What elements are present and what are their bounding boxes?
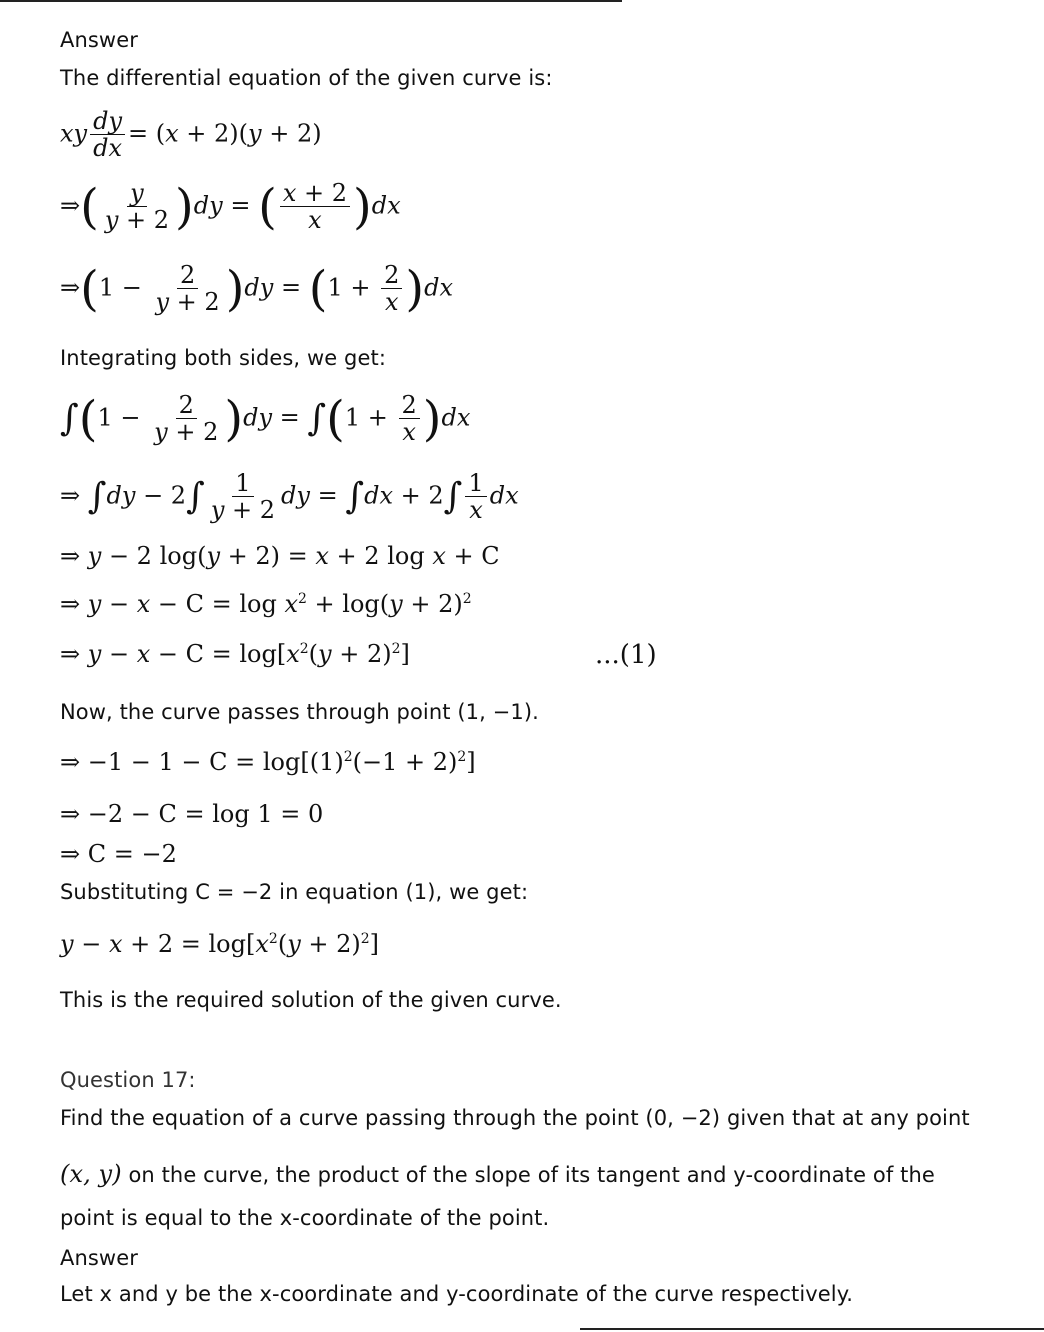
question-line-1: Find the equation of a curve passing through the point (0, −2) given that at any point: [60, 1106, 970, 1130]
answer-label-2: Answer: [60, 1246, 138, 1270]
equation-2: ⇒( $\frac{y}{y + 2}$ )dy = ( $\frac{x + 2}{x}$ )dx: [60, 178, 401, 235]
equation-9: ⇒ $-1 - 1 - C = \log[(1)^2(-1 + 2)^2]$: [60, 748, 476, 776]
final-equation: $y - x + 2 = \log[x^2(y + 2)^2]$: [60, 930, 380, 958]
equation-11: ⇒ C = −2: [60, 840, 177, 868]
question-line-3: point is equal to the x-coordinate of the point.: [60, 1206, 550, 1230]
answer-text-2: Let x and y be the x-coordinate and y-coordinate of the curve respectively.: [60, 1282, 854, 1306]
equation-5: ⇒ ∫dy − 2∫ $\frac{1}{y + 2}$ dy = ∫dx + 2∫ $\frac{1}{x}$ dx: [60, 469, 519, 525]
integrating-text: Integrating both sides, we get:: [60, 346, 387, 370]
point-symbol: (x, y): [60, 1160, 122, 1188]
answer-label: Answer: [60, 28, 138, 52]
question-line-2: [60, 1160, 935, 1188]
equation-1: xy $\frac{dy}{dx}$ = (x + 2)(y + 2): [60, 107, 322, 163]
point-text: Now, the curve passes through point (1, −1).: [60, 700, 539, 724]
substituting-text: Substituting C = −2 in equation (1), we get:: [60, 880, 529, 904]
equation-3: ⇒(1 − $\frac{2}{y + 2}$ )dy = (1 + $\frac{2}{x}$ )dx: [60, 260, 454, 317]
question-line-2-text: on the curve, the product of the slope of its tangent and y-coordinate of the: [128, 1163, 935, 1187]
required-text: This is the required solution of the given curve.: [60, 988, 562, 1012]
question-label: Question 17:: [60, 1068, 196, 1092]
equation-7: ⇒ $y - x - C = \log x^2 + \log(y + 2)^2$: [60, 590, 472, 618]
equation-10: ⇒ −2 − C = log 1 = 0: [60, 800, 324, 828]
intro-text: The differential equation of the given curve is:: [60, 66, 553, 90]
equation-4: ∫(1 − $\frac{2}{y + 2}$ )dy = ∫(1 + $\frac{2}{x}$ )dx: [60, 390, 471, 447]
equation-tag: ...(1): [595, 640, 657, 670]
equation-8: ⇒ $y - x - C = \log[x^2(y + 2)^2]$: [60, 640, 410, 668]
top-rule: [0, 0, 622, 2]
equation-6: ⇒ y − 2 log(y + 2) = x + 2 log x + C: [60, 542, 500, 570]
bottom-rule: [580, 1328, 1044, 1330]
